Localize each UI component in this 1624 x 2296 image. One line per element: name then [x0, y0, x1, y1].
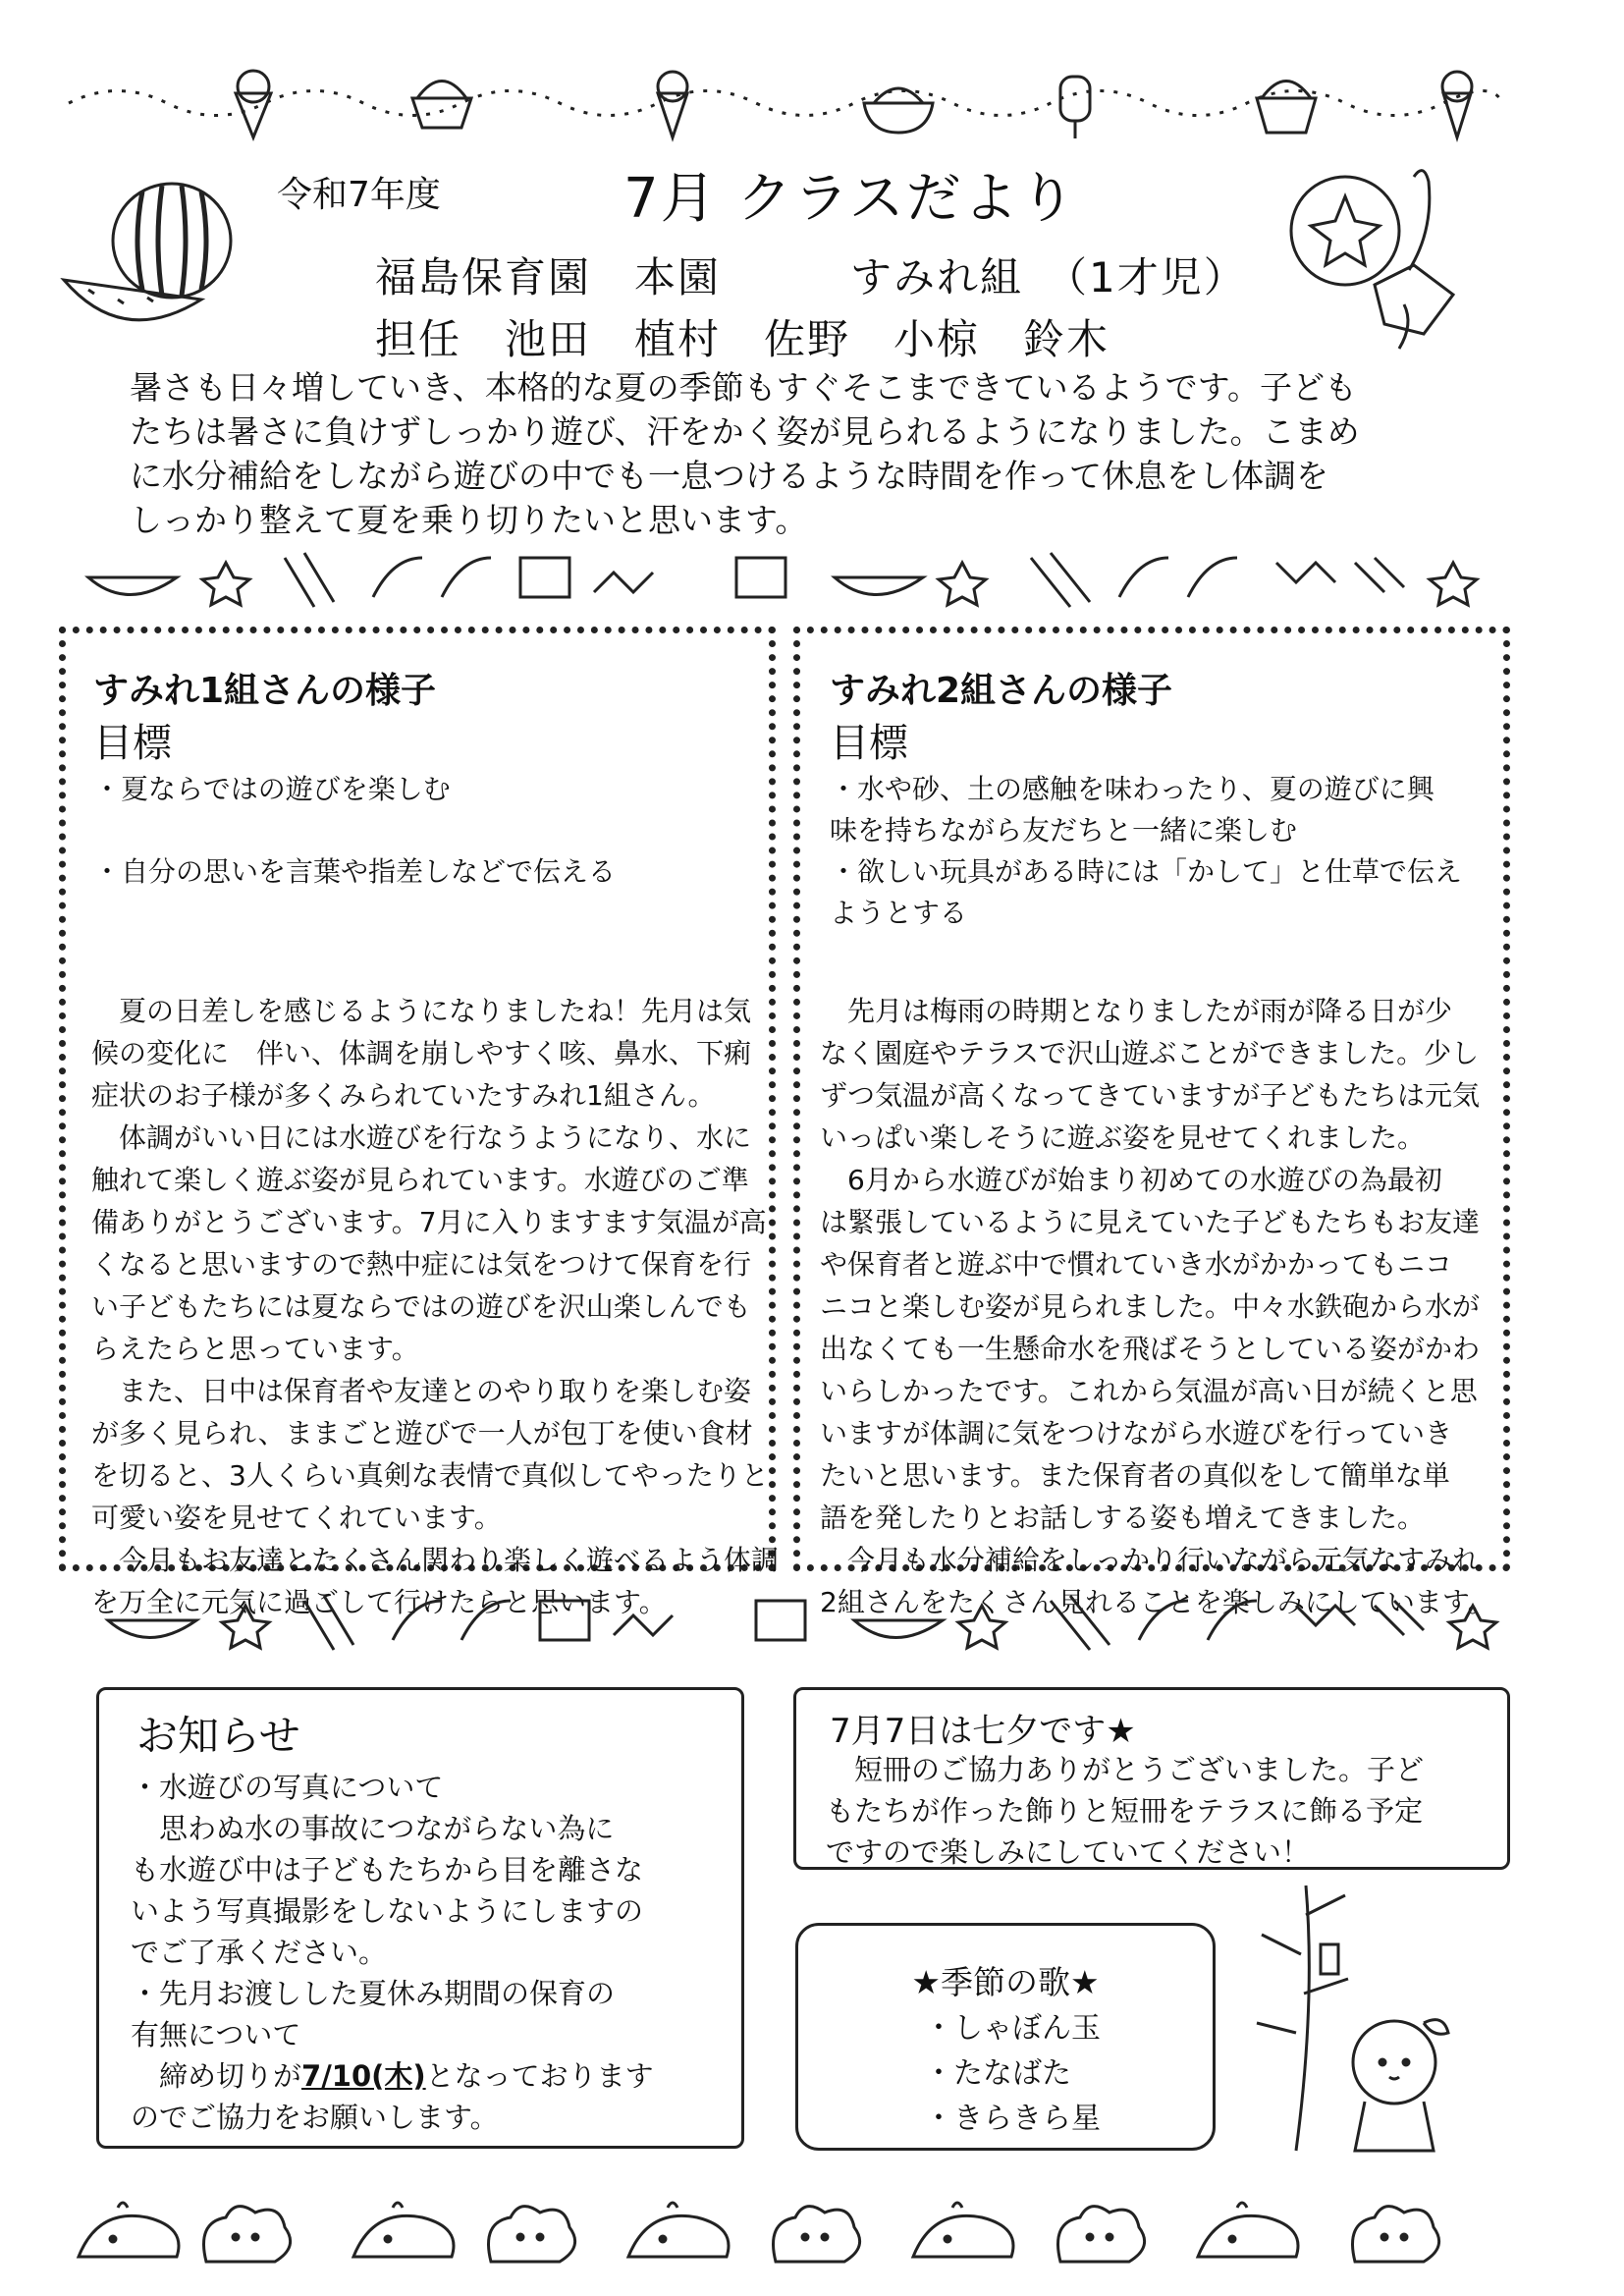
body-line: 症状のお子様が多くみられていたすみれ1組さん。 — [91, 1079, 716, 1112]
body-line: たいと思います。また保育者の真似をして簡単な単 — [820, 1459, 1450, 1492]
intro-line: たちは暑さに負けずしっかり遊び、汗をかく姿が見られるようになりました。こまめ — [130, 412, 1360, 451]
notice-heading: お知らせ — [136, 1712, 300, 1760]
newsletter-title: 7月 クラスだより — [623, 167, 1077, 231]
body-line: 先月は梅雨の時期となりましたが雨が降る日が少 — [820, 995, 1453, 1027]
class1-section — [59, 627, 780, 1618]
intro-line: 暑さも日々増していき、本格的な夏の季節もすぐそこまできているようです。子ども — [130, 368, 1358, 407]
goal-item: ようとする — [830, 897, 968, 929]
summer-decoration-border-2 — [59, 1581, 1512, 1660]
body-line: くなると思いますので熱中症には気をつけて保育を行 — [91, 1248, 752, 1281]
notice-line: 有無について — [131, 2018, 301, 2051]
body-line: 候の変化に 伴い、体調を崩しやすく咳、鼻水、下痢 — [91, 1037, 752, 1069]
tanabata-girl-illustration — [1227, 1876, 1483, 2160]
cloud-face-icon — [204, 2207, 291, 2262]
intro-paragraph — [130, 365, 1406, 542]
body-line: また、日中は保育者や友達とのやり取りを楽しむ姿 — [91, 1375, 752, 1407]
class2-section — [793, 627, 1510, 1618]
notice-panel — [96, 1687, 744, 2149]
shaved-ice-icon — [412, 82, 471, 129]
ice-cream-cone-icon — [658, 72, 687, 137]
body-line: 今月も水分補給をしっかり行いながら元気なすみれ — [820, 1544, 1481, 1576]
notice-line: ・水遊びの写真について — [131, 1771, 444, 1804]
nursery-class-line: 福島保育園 本園 すみれ組 （1才児） — [375, 253, 1247, 301]
body-line: らえたらと思っています。 — [91, 1333, 419, 1365]
whale-icon-5 — [1198, 2203, 1298, 2257]
body-line: い子どもたちには夏ならではの遊びを沢山楽しんでも — [91, 1290, 751, 1323]
class1-heading: すみれ1組さんの様子 — [93, 671, 437, 711]
goal-item — [93, 810, 616, 851]
fiscal-year-label: 令和7年度 — [277, 175, 441, 215]
deadline-suffix: となっております — [425, 2059, 654, 2093]
goal-item: ・自分の思いを言葉や指差しなどで伝える — [93, 855, 617, 888]
ice-cream-cone-icon-2 — [1442, 72, 1472, 137]
seasonal-songs-panel — [795, 1923, 1216, 2151]
body-line: や保育者と遊ぶ中で慣れていき水がかかってもニコ — [820, 1248, 1453, 1281]
class1-goal-heading: 目標 — [93, 721, 172, 766]
body-line: 備ありがとうございます。7月に入りますます気温が高 — [91, 1206, 767, 1238]
body-line: 触れて楽しく遊ぶ姿が見られています。水遊びのご準 — [91, 1164, 749, 1196]
tanabata-line: ですので楽しみにしていてください！ — [826, 1835, 1311, 1869]
body-line: 6月から水遊びが始まり初めての水遊びの為最初 — [820, 1164, 1442, 1196]
body-line: 語を発したりとお話しする姿も増えてきました。 — [820, 1502, 1426, 1534]
deadline-date: 7/10(木) — [301, 2059, 426, 2093]
songs-heading: ★季節の歌★ — [911, 1963, 1100, 2001]
body-line: 可愛い姿を見せてくれています。 — [91, 1502, 502, 1534]
notice-line — [131, 2055, 654, 2097]
notice-lines — [131, 1767, 654, 2138]
body-line: が多く見られ、ままごと遊びで一人が包丁を使い食材 — [91, 1417, 753, 1449]
class1-body — [91, 990, 779, 1623]
body-line: 2組さんをたくさん見れることを楽しみにしています。 — [820, 1586, 1495, 1618]
cloud-face-icon-5 — [1353, 2207, 1439, 2262]
goal-item: ・欲しい玩具がある時には「かして」と仕草で伝え — [830, 855, 1463, 888]
goal-item: 味を持ちながら友だちと一緒に楽しむ — [830, 814, 1298, 847]
body-line: いますが体調に気をつけながら水遊びを行っていき — [820, 1417, 1453, 1449]
song-item: ・たなばた — [924, 2056, 1071, 2091]
body-line: は緊張しているように見えていた子どもたちもお友達 — [820, 1206, 1481, 1238]
goal-item: ・水や砂、土の感触を味わったり、夏の遊びに興 — [830, 773, 1435, 805]
tanabata-heading: 7月7日は七夕です★ — [830, 1712, 1136, 1751]
notice-line: も水遊び中は子どもたちから目を離さな — [131, 1853, 644, 1886]
song-item: ・きらきら星 — [924, 2102, 1101, 2136]
intro-line: しっかり整えて夏を乗り切りたいと思います。 — [130, 501, 808, 539]
whale-icon — [79, 2203, 179, 2257]
notice-line: 思わぬ水の事故につながらない為に — [131, 1812, 615, 1845]
class2-goal-heading: 目標 — [830, 721, 908, 766]
popsicle-icon — [1060, 77, 1090, 138]
class1-goals — [93, 769, 616, 893]
notice-line: いよう写真撮影をしないようにしますの — [131, 1894, 644, 1928]
intro-line: に水分補給をしながら遊びの中でも一息つけるような時間を作って休息をし体調を — [130, 457, 1328, 495]
bowl-icon — [864, 88, 933, 133]
cloud-face-icon-3 — [774, 2207, 860, 2262]
tanabata-panel — [793, 1687, 1510, 1870]
cloud-face-icon-2 — [489, 2207, 575, 2262]
body-line: ずつ気温が高くなってきていますが子どもたちは元気 — [820, 1079, 1481, 1112]
class2-heading: すみれ2組さんの様子 — [830, 671, 1173, 711]
morning-glory-illustration — [1267, 157, 1473, 354]
body-line: ニコと楽しむ姿が見られました。中々水鉄砲から水が — [820, 1290, 1481, 1323]
teachers-line: 担任 池田 植村 佐野 小椋 鈴木 — [375, 315, 1110, 363]
body-line: 出なくても一生懸命水を飛ばそうとしている姿がかわ — [820, 1333, 1481, 1365]
shaved-ice-cup-icon — [1257, 82, 1316, 134]
ice-cream-icon — [236, 71, 271, 137]
tanabata-lines — [826, 1749, 1424, 1873]
watermelon-illustration — [59, 172, 245, 339]
bottom-decoration-border — [59, 2188, 1512, 2276]
cloud-face-icon-4 — [1058, 2207, 1145, 2262]
deadline-prefix: 締め切りが — [131, 2059, 302, 2093]
body-line: なく園庭やテラスで沢山遊ぶことができました。少し — [820, 1037, 1480, 1069]
tanabata-line: 短冊のご協力ありがとうございました。子ど — [826, 1753, 1425, 1786]
whale-icon-2 — [353, 2203, 454, 2257]
body-line: 今月もお友達とたくさん関わり楽しく遊べるよう体調 — [91, 1544, 780, 1576]
top-decoration-border — [59, 59, 1512, 147]
whale-icon-3 — [628, 2203, 729, 2257]
body-line: 体調がいい日には水遊びを行なうようになり、水に — [91, 1121, 752, 1154]
notice-line: ・先月お渡しした夏休み期間の保育の — [131, 1977, 616, 2010]
tanabata-line: もたちが作った飾りと短冊をテラスに飾る予定 — [826, 1794, 1424, 1828]
class2-goals — [830, 769, 1462, 934]
class2-body — [820, 990, 1495, 1623]
song-item: ・しゃぼん玉 — [924, 2011, 1101, 2046]
body-line: を切ると、3人くらい真剣な表情で真似してやったりと — [91, 1459, 769, 1492]
whale-icon-4 — [913, 2203, 1013, 2257]
body-line: いっぱい楽しそうに遊ぶ姿を見せてくれました。 — [820, 1121, 1426, 1154]
notice-line: のでご協力をお願いします。 — [131, 2101, 499, 2134]
summer-decoration-border — [59, 538, 1512, 617]
body-line: いらしかったです。これから気温が高い日が続くと思 — [820, 1375, 1478, 1407]
songs-list — [924, 2006, 1101, 2142]
body-line: を万全に元気に過ごして行けたらと思います。 — [91, 1586, 667, 1618]
notice-line: でご了承ください。 — [131, 1936, 388, 1969]
goal-item: ・夏ならではの遊びを楽しむ — [93, 773, 451, 805]
body-line: 夏の日差しを感じるようになりましたね！先月は気 — [91, 995, 752, 1027]
